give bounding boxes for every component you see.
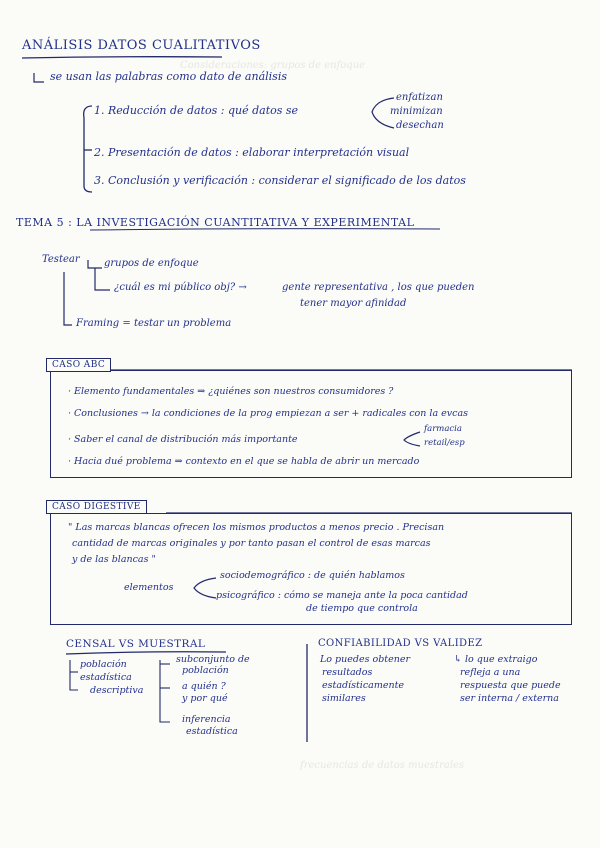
censal-left: estadística bbox=[80, 672, 132, 683]
muestral-item: inferencia bbox=[182, 714, 231, 725]
caso-abc-line: · Elemento fundamentales ⇒ ¿quiénes son nuestros consumidores ? bbox=[68, 386, 394, 397]
step-2: 2. Presentación de datos : elaborar interpretación visual bbox=[94, 146, 410, 159]
testear-c: Framing = testar un problema bbox=[76, 318, 232, 329]
fiabilidad-left: estadísticamente bbox=[322, 680, 405, 691]
fiabilidad-left: resultados bbox=[322, 667, 373, 678]
caso-abc-line: · Conclusiones → la condiciones de la prog empiezan a ser + radicales con la evcas bbox=[68, 408, 468, 419]
caso-digestive-quote: " Las marcas blancas ofrecen los mismos productos a menos precio . Precisan bbox=[68, 522, 445, 533]
validez-right: ↳ lo que extraigo bbox=[454, 654, 538, 665]
testear-b-answer: tener mayor afinidad bbox=[300, 298, 407, 309]
caso-abc-option: retail/esp bbox=[424, 438, 465, 448]
fiabilidad-left: Lo puedes obtener bbox=[320, 654, 410, 665]
caso-digestive-element: psicográfico : cómo se maneja ante la poca cantidad bbox=[216, 590, 468, 601]
validez-right: respuesta que puede bbox=[460, 680, 561, 691]
step-1: 1. Reducción de datos : qué datos se bbox=[94, 104, 299, 117]
caso-digestive-tag: CASO DIGESTIVE bbox=[46, 500, 147, 514]
testear-label: Testear bbox=[42, 254, 80, 265]
page-title: ANÁLISIS DATOS CUALITATIVOS bbox=[22, 38, 261, 53]
censal-title: CENSAL VS MUESTRAL bbox=[66, 638, 206, 650]
muestral-item: población bbox=[182, 665, 229, 676]
muestral-item: a quién ? bbox=[182, 681, 226, 692]
censal-left: descriptiva bbox=[90, 685, 144, 696]
step-3: 3. Conclusión y verificación : considerar el significado de los datos bbox=[94, 174, 466, 187]
caso-abc-line: · Hacia dué problema ⇒ contexto en el que se habla de abrir un mercado bbox=[68, 456, 420, 467]
testear-b-answer: gente representativa , los que pueden bbox=[282, 282, 475, 293]
intro-text: se usan las palabras como dato de análisis bbox=[50, 70, 287, 83]
validez-right: refleja a una bbox=[460, 667, 521, 678]
muestral-item: y por qué bbox=[182, 693, 228, 704]
caso-abc-tag: CASO ABC bbox=[46, 358, 111, 372]
step-1-option: minimizan bbox=[390, 106, 443, 117]
section-heading: TEMA 5 : LA INVESTIGACIÓN CUANTITATIVA Y EXPERIMENTAL bbox=[16, 216, 415, 229]
caso-abc-option: farmacia bbox=[424, 424, 462, 434]
bleed-through-text: Consideraciones: grupos de enfoque bbox=[180, 60, 366, 71]
caso-digestive-quote: y de las blancas " bbox=[72, 554, 156, 565]
fiabilidad-left: similares bbox=[322, 693, 366, 704]
step-1-option: enfatizan bbox=[396, 92, 443, 103]
fiabilidad-title: CONFIABILIDAD VS VALIDEZ bbox=[318, 638, 483, 649]
caso-digestive-element: de tiempo que controla bbox=[306, 603, 418, 614]
testear-b: ¿cuál es mi público obj? → bbox=[114, 282, 247, 293]
testear-a: grupos de enfoque bbox=[104, 258, 199, 269]
muestral-item: subconjunto de bbox=[176, 654, 250, 665]
validez-right: ser interna / externa bbox=[460, 693, 559, 704]
caso-digestive-quote: cantidad de marcas originales y por tanto pasan el control de esas marcas bbox=[72, 538, 431, 549]
step-1-option: desechan bbox=[396, 120, 444, 131]
caso-abc-line: · Saber el canal de distribución más importante bbox=[68, 434, 298, 445]
muestral-item: estadística bbox=[186, 726, 238, 737]
censal-left: población bbox=[80, 659, 127, 670]
caso-digestive-elementos: elementos bbox=[124, 582, 174, 593]
caso-digestive-element: sociodemográfico : de quién hablamos bbox=[220, 570, 405, 581]
bleed-through-text: frecuencias de datos muestrales bbox=[300, 760, 465, 771]
